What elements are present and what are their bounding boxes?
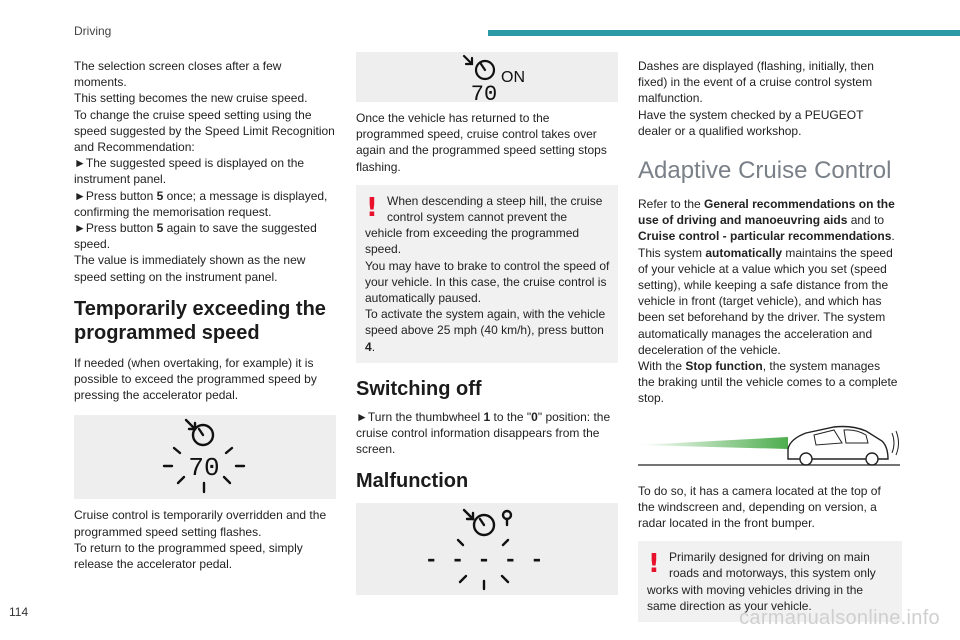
speedometer-icon [74,415,336,499]
switching-off-paragraph [356,409,618,458]
text-line: This setting becomes the new cruise speed. [74,91,308,106]
cruise-on-illustration [356,52,618,102]
text-line: speed above 25 mph (40 km/h), press button [365,323,604,338]
bullet-line: ► Turn the thumbwheel 1 to the "0" position: the [356,409,618,425]
text-line: speed setting on the instrument panel. [74,269,278,284]
text-line: stop. [638,391,665,406]
text-line: automatically manages the acceleration and [638,326,873,341]
overtake-paragraph [74,355,336,404]
column-right [638,58,902,622]
text-line: again and the programmed speed setting stops [356,143,607,158]
text-line: the windscreen and, depending on version, a [638,499,877,514]
speedometer-icon [356,503,618,595]
text-line: The value is immediately shown as the new [74,253,306,268]
text-line: been set beforehand by the driver. The system [638,310,886,325]
text-line: release the accelerator pedal. [74,557,233,572]
car-radar-icon [638,419,902,469]
text-line: Refer to the General recommendations on the [638,197,895,212]
text-line: deceleration of the vehicle. [638,342,781,357]
text-line: Have the system checked by a PEUGEOT [638,107,864,122]
malfunction-illustration [356,503,618,595]
text-line: the braking until the vehicle comes to a complete [638,375,898,390]
text-line: and Recommendation: [74,140,195,155]
text-line: Once the vehicle has returned to the [356,111,550,125]
heading-line: programmed speed [74,321,260,344]
return-speed-paragraph [356,110,618,175]
column-left [74,58,336,572]
text-line: possible to exceed the programmed speed by [74,372,317,387]
text-line: To change the cruise speed setting using the [74,107,312,122]
bullet-line: ► Press button 5 once; a message is displayed, [74,188,336,204]
text-line: vehicle in front (target vehicle), and which has [638,294,882,309]
text-line: You may have to brake to control the speed of [365,258,610,273]
text-line: radar located in the front bumper. [638,516,815,531]
text-line: setting), while keeping a safe distance from the [638,278,889,293]
text-line: With the Stop function, the system manages [638,359,881,374]
dashes-paragraph [638,58,902,139]
text-line: This system automatically maintains the speed [638,245,893,260]
text-line: use of driving and manoeuvring aids and to [638,213,885,228]
text-line: flashing. [356,159,401,174]
warning-icon: ! [648,549,660,580]
header-section-label: Driving [74,24,112,38]
speed-value: 70 [188,453,220,484]
text-line: same direction as your vehicle. [647,598,812,613]
bullet-line: ► The suggested speed is displayed on the [74,155,336,171]
intro-paragraph [74,58,336,285]
text-line: works with moving vehicles driving in the [647,582,864,597]
section-heading-temp-exceed [74,297,336,345]
text-line: dealer or a qualified workshop. [638,123,802,138]
text-line: When descending a steep hill, the cruise [387,193,603,208]
text-line: screen. [356,442,396,457]
text-line: instrument panel. [74,172,167,187]
site-watermark: carmanualsonline.info [739,607,940,629]
speedometer-icon [356,52,618,102]
speed-value: 70 [470,82,498,102]
text-line: Primarily designed for driving on main [669,550,870,565]
text-line: 4. [365,339,376,354]
text-line: control system cannot prevent the [387,210,568,225]
cruise-status-text: ON [501,69,525,86]
text-line: To activate the system again, with the vehicle [365,307,606,322]
text-line: programmed speed, cruise control takes over [356,127,597,142]
text-line: If needed (when overtaking, for example) it is [74,355,314,370]
text-line: automatically paused. [365,291,482,306]
text-line: To do so, it has a camera located at the top of [638,483,881,498]
camera-paragraph [638,483,902,532]
steep-hill-warning-box [356,185,618,363]
bullet-line: ► Press button 5 again to save the suggested [74,220,336,236]
text-line: Cruise control is temporarily overridden and the [74,508,327,523]
text-line: The selection screen closes after a few [74,59,282,73]
page-number: 114 [9,605,29,619]
text-line: Dashes are displayed (flashing, initially, then [638,59,874,73]
text-line: malfunction. [638,91,703,106]
text-line: To return to the programmed speed, simply [74,540,303,555]
text-line: your vehicle. In this case, the cruise control is [365,274,607,289]
malfunction-heading: Malfunction [356,470,469,493]
text-line: speed. [365,242,402,257]
text-line: of your vehicle at a value which you set (speed [638,261,887,276]
text-line: roads and motorways, this system only [669,566,876,581]
header-accent-bar [488,30,960,36]
malfunction-dashes: - - - - - [424,548,544,574]
override-paragraph [74,507,336,572]
switching-off-heading: Switching off [356,377,482,400]
text-line: pressing the accelerator pedal. [74,388,239,403]
text-line: fixed) in the event of a cruise control system [638,75,873,90]
text-line: speed suggested by the Speed Limit Recognition [74,123,335,138]
radar-car-illustration [638,419,902,469]
adaptive-cruise-paragraph [638,196,902,407]
heading-line: Temporarily exceeding the [74,297,326,320]
text-line: cruise control information disappears from the [356,426,600,441]
speed-flashing-illustration [74,415,336,499]
text-line: vehicle from exceeding the programmed [365,226,580,241]
text-line: moments. [74,75,127,90]
column-middle [356,52,618,595]
text-line: speed. [74,237,111,252]
warning-icon: ! [366,192,378,223]
text-line: confirming the memorisation request. [74,204,272,219]
text-line: programmed speed setting flashes. [74,524,262,539]
text-line: Cruise control - particular recommendations. [638,229,895,244]
adaptive-cruise-heading: Adaptive Cruise Control [638,157,892,185]
